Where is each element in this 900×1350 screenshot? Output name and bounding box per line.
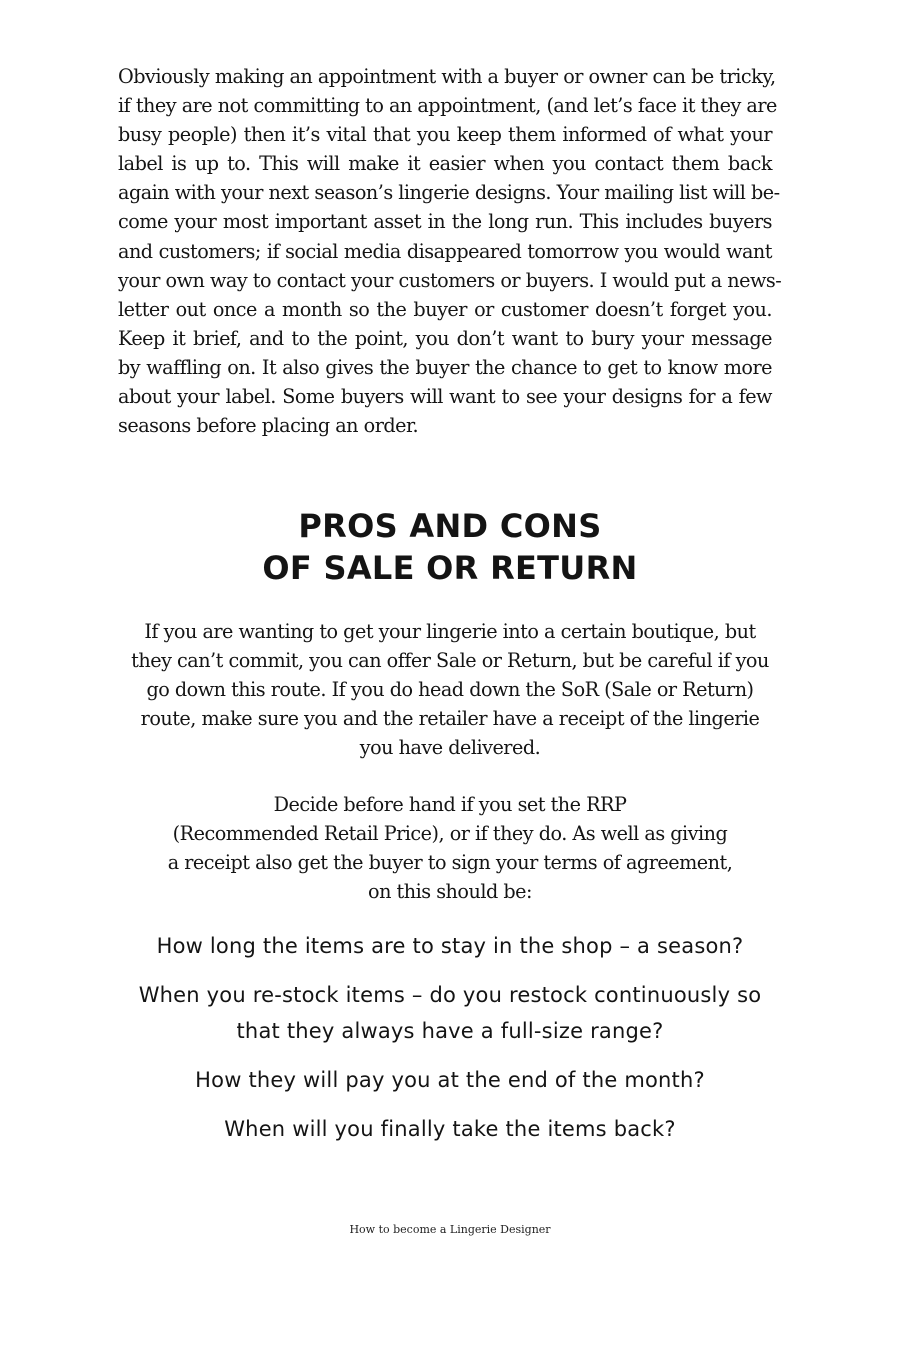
paragraph-line: a receipt also get the buyer to sign your terms of agreement,	[167, 851, 733, 875]
section-heading	[0, 505, 900, 589]
intro-line: again with your next season’s lingerie designs. Your mailing list will be-	[118, 181, 780, 205]
question-item	[0, 977, 900, 1049]
paragraph-line: go down this route. If you do head down the SoR (Sale or Return)	[146, 678, 754, 702]
intro-line: come your most important asset in the long run. This includes buyers	[118, 210, 772, 234]
question-item	[0, 928, 900, 964]
intro-line: by waffling on. It also gives the buyer the chance to get to know more	[118, 355, 772, 379]
question-line: When will you finally take the items back?	[224, 1117, 676, 1141]
intro-line: and customers; if social media disappeared tomorrow you would want	[118, 239, 772, 263]
intro-line: if they are not committing to an appointment, (and let’s face it they are	[118, 94, 777, 118]
question-item	[0, 1062, 900, 1098]
question-line: How long the items are to stay in the shop – a season?	[156, 934, 744, 958]
intro-line: about your label. Some buyers will want to see your designs for a few	[118, 385, 772, 409]
paragraph-line: If you are wanting to get your lingerie into a certain boutique, but	[144, 620, 756, 643]
agreement-questions-list	[0, 928, 900, 1160]
paragraph-line: you have delivered.	[359, 736, 541, 760]
page-footer: How to become a Lingerie Designer	[349, 1223, 551, 1236]
section-heading-line-2: OF SALE OR RETURN	[262, 549, 638, 587]
intro-line: seasons before placing an order.	[118, 414, 419, 438]
paragraph-line: Decide before hand if you set the RRP	[273, 793, 627, 816]
intro-line: letter out once a month so the buyer or customer doesn’t forget you.	[118, 297, 772, 321]
question-item	[0, 1111, 900, 1147]
paragraph-line: (Recommended Retail Price), or if they do. As well as giving	[172, 822, 728, 846]
rrp-paragraph	[0, 790, 900, 906]
intro-paragraph	[118, 62, 782, 440]
paragraph-line: on this should be:	[368, 880, 532, 904]
paragraph-line: route, make sure you and the retailer have a receipt of the lingerie	[140, 707, 760, 731]
paragraph-line: they can’t commit, you can offer Sale or Return, but be careful if you	[131, 649, 769, 673]
intro-line: Obviously making an appointment with a buyer or owner can be tricky,	[118, 65, 776, 88]
question-line: How they will pay you at the end of the month?	[195, 1068, 705, 1092]
question-line: When you re-stock items – do you restock continuously so	[138, 983, 762, 1007]
intro-line: your own way to contact your customers or buyers. I would put a news-	[118, 268, 782, 292]
intro-line: label is up to. This will make it easier when you contact them back	[118, 152, 772, 176]
sale-or-return-paragraph	[0, 617, 900, 762]
intro-line: busy people) then it’s vital that you keep them informed of what your	[118, 123, 772, 147]
question-line: that they always have a full-size range?	[236, 1019, 664, 1043]
section-heading-line-1: PROS AND CONS	[298, 507, 602, 545]
intro-line: Keep it brief, and to the point, you don’t want to bury your message	[118, 326, 772, 350]
